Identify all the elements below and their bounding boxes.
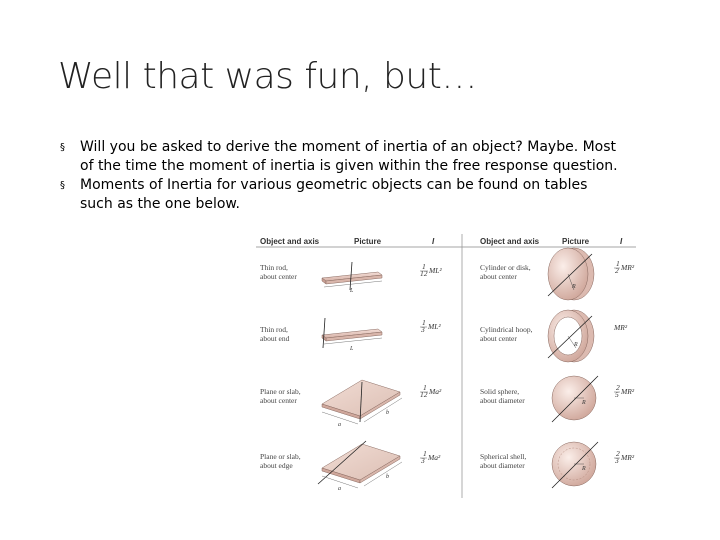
inertia-expression: MR² [614, 323, 628, 332]
fraction-numerator: 1 [422, 318, 426, 327]
cylindrical-hoop-picture [548, 310, 594, 362]
inertia-expression: ML² [428, 322, 441, 331]
table-row [260, 262, 442, 294]
object-name: Cylindrical hoop, [480, 325, 533, 334]
inertia-expression: ML² [429, 266, 442, 275]
bullet-list [58, 138, 618, 214]
dimension-label: a [338, 486, 341, 492]
dimension-label: R [572, 284, 576, 290]
fraction-numerator: 1 [423, 383, 427, 392]
fraction-denominator: 12 [420, 269, 428, 278]
dimension-label: b [386, 474, 389, 480]
header-object-axis-right: Object and axis [480, 237, 540, 246]
table-row [260, 441, 441, 492]
axis-desc: about center [480, 272, 517, 281]
bullet-item [58, 138, 618, 176]
fraction-numerator: 2 [616, 383, 620, 392]
object-name: Thin rod, [260, 325, 288, 334]
axis-desc: about center [260, 396, 297, 405]
moment-of-inertia-table [252, 232, 638, 500]
axis-desc: about center [480, 334, 517, 343]
table-row [480, 376, 635, 422]
fraction-numerator: 1 [423, 449, 427, 458]
header-object-axis-left: Object and axis [260, 237, 320, 246]
object-name: Thin rod, [260, 263, 288, 272]
inertia-expression: MR² [621, 263, 635, 272]
table-row [480, 248, 635, 300]
slab-center-picture [322, 380, 402, 428]
fraction-numerator: 2 [616, 449, 620, 458]
axis-desc: about edge [260, 461, 293, 470]
inertia-expression: Ma² [428, 453, 441, 462]
thin-rod-end-picture [322, 318, 382, 352]
fraction-denominator: 12 [420, 390, 428, 399]
dimension-label: R [582, 466, 586, 472]
fraction-denominator: 3 [421, 456, 425, 465]
header-i-right: I [620, 237, 623, 246]
bullet-text: Will you be asked to derive the moment of inertia of an object? Maybe. Most of the time the moment of inertia is given within the free response question. [80, 139, 618, 174]
axis-desc: about end [260, 334, 290, 343]
spherical-shell-picture [552, 442, 598, 488]
fraction-denominator: 3 [421, 325, 425, 334]
table-row [480, 310, 628, 362]
dimension-label: b [386, 410, 389, 416]
dimension-label: L [350, 288, 354, 294]
bullet-item [58, 176, 618, 214]
solid-sphere-picture [552, 376, 598, 422]
fraction-numerator: 1 [616, 259, 620, 268]
cylinder-disk-picture [548, 248, 594, 300]
object-name: Plane or slab, [260, 387, 301, 396]
axis-desc: about diameter [480, 461, 525, 470]
fraction-denominator: 5 [615, 390, 619, 399]
table-row [260, 380, 442, 428]
axis-desc: about center [260, 272, 297, 281]
table-row [260, 318, 441, 352]
header-i-left: I [432, 237, 435, 246]
dimension-label: R [582, 400, 586, 406]
object-name: Plane or slab, [260, 452, 301, 461]
dimension-label: a [338, 422, 341, 428]
inertia-expression: MR² [621, 453, 635, 462]
header-picture-left: Picture [354, 237, 382, 246]
object-name: Cylinder or disk, [480, 263, 531, 272]
fraction-denominator: 2 [615, 266, 619, 275]
fraction-numerator: 1 [422, 262, 426, 271]
object-name: Spherical shell, [480, 452, 527, 461]
slab-edge-picture [318, 441, 402, 492]
object-name: Solid sphere, [480, 387, 520, 396]
dimension-label: R [574, 342, 578, 348]
fraction-denominator: 3 [615, 456, 619, 465]
dimension-label: L [350, 346, 354, 352]
inertia-expression: Ma² [429, 387, 442, 396]
bullet-marker: § [60, 142, 65, 153]
bullet-text: Moments of Inertia for various geometric objects can be found on tables such as the one below. [80, 177, 588, 212]
inertia-expression: MR² [621, 387, 635, 396]
bullet-marker: § [60, 180, 65, 191]
table-row [480, 442, 635, 488]
thin-rod-center-picture [322, 262, 382, 294]
slide-title: Well that was fun, but… [58, 56, 477, 97]
header-picture-right: Picture [562, 237, 590, 246]
axis-desc: about diameter [480, 396, 525, 405]
